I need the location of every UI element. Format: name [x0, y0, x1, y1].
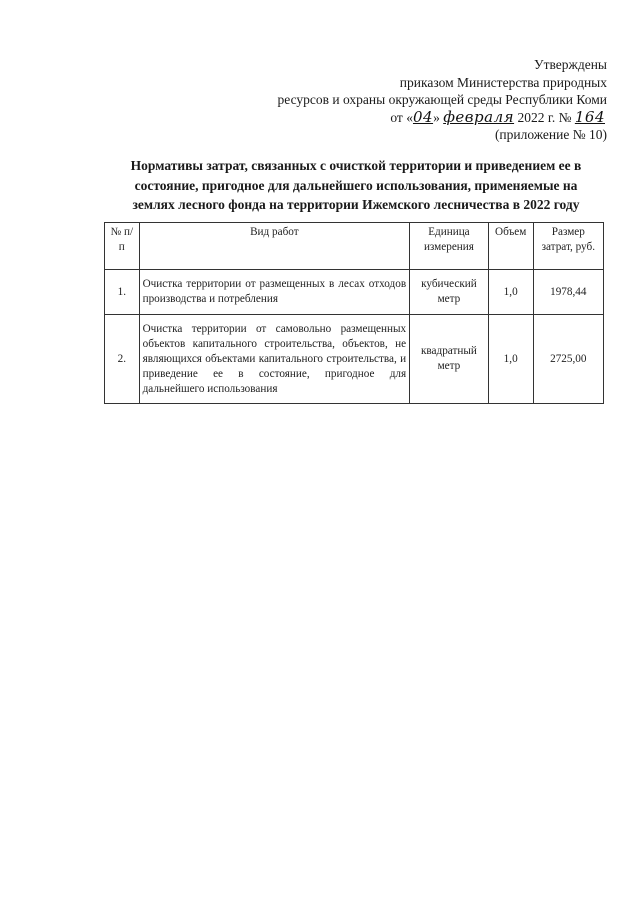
date-mid: » [433, 109, 440, 125]
header-unit: Единица измерения [410, 223, 489, 270]
table-row [105, 315, 604, 404]
table-header-row [105, 223, 604, 270]
approval-block [187, 56, 607, 144]
title-line-3: землях лесного фонда на территории Ижемского лесничества в 2022 году [132, 197, 580, 212]
row-work: Очистка территории от самовольно размещенных объектов капитального строительства, объектов, не являющихся объектами капитального строительства, и приведение ее в состояние, пригодное для дальнейшего использования [139, 315, 410, 404]
header-work: Вид работ [139, 223, 410, 270]
approval-line-3: ресурсов и охраны окружающей среды Республики Коми [277, 92, 607, 107]
header-volume: Объем [488, 223, 533, 270]
date-year: 2022 г. № [517, 109, 572, 125]
table-row [105, 270, 604, 315]
row-unit: квадратный метр [410, 315, 489, 404]
approval-date-line [187, 109, 607, 127]
row-unit: кубический метр [410, 270, 489, 315]
row-num: 1. [105, 270, 140, 315]
appendix-label: (приложение № 10) [494, 127, 607, 142]
row-volume: 1,0 [488, 270, 533, 315]
title-line-1: Нормативы затрат, связанных с очисткой территории и приведением ее в [130, 158, 582, 173]
approval-heading: Утверждены [534, 57, 607, 72]
handwritten-day: 04 [412, 107, 434, 126]
document-title [100, 156, 612, 215]
row-cost: 1978,44 [533, 270, 603, 315]
norms-table [104, 222, 604, 404]
row-num: 2. [105, 315, 140, 404]
approval-line-2: приказом Министерства природных [399, 74, 607, 90]
header-cost: Размер затрат, руб. [533, 223, 603, 270]
title-line-2: состояние, пригодное для дальнейшего использования, применяемые на [134, 177, 578, 193]
row-work: Очистка территории от размещенных в лесах отходов производства и потребления [139, 270, 410, 315]
row-volume: 1,0 [488, 315, 533, 404]
row-cost: 2725,00 [533, 315, 603, 404]
handwritten-order-number: 164 [574, 107, 605, 126]
handwritten-month: февраля [443, 107, 515, 126]
date-prefix: от « [390, 109, 413, 125]
header-num: № п/п [105, 223, 140, 270]
